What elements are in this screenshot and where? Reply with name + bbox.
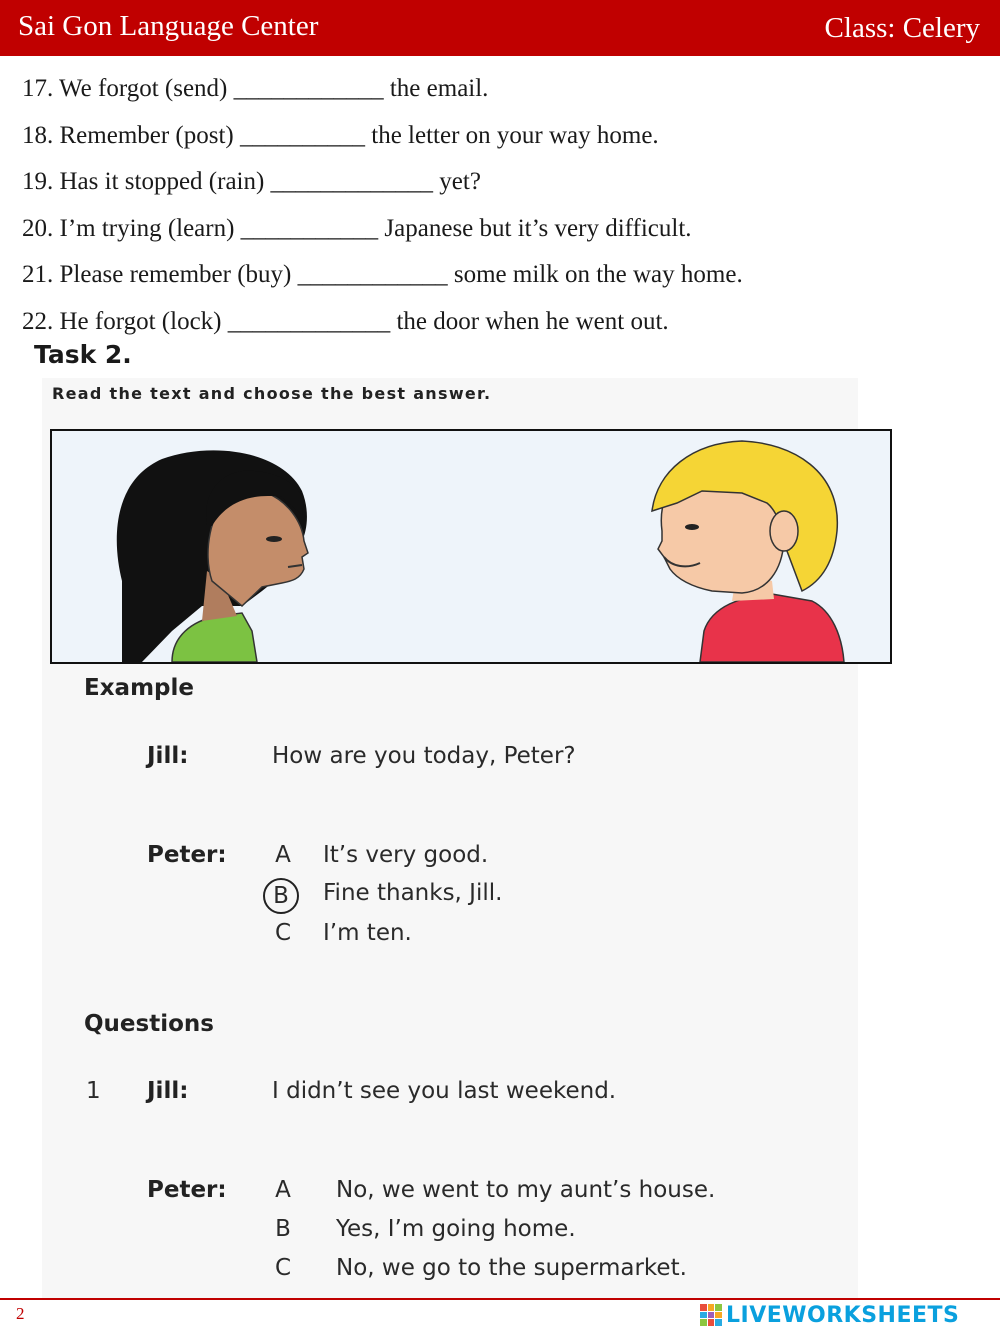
example-heading: Example (84, 675, 194, 701)
example-option-a-text: It’s very good. (323, 842, 489, 868)
exercise-20: 20. I’m trying (learn) ___________ Japanese but it’s very difficult. (22, 214, 692, 242)
exercise-18: 18. Remember (post) __________ the letter on your way home. (22, 121, 659, 149)
class-label: Class: Celery (824, 12, 980, 44)
example-option-b-circled-letter: B (263, 878, 299, 914)
task-title: Task 2. (34, 340, 132, 369)
example-prompt-speaker: Jill: (147, 743, 189, 769)
girl-and-boy-talking-illustration (50, 429, 892, 664)
question-1-option-b-letter[interactable]: B (275, 1216, 291, 1242)
exercise-list (22, 66, 982, 346)
questions-heading: Questions (84, 1011, 214, 1037)
question-1-option-b-text[interactable]: Yes, I’m going home. (336, 1216, 576, 1242)
example-option-b-text: Fine thanks, Jill. (323, 880, 503, 906)
question-1-prompt-text: I didn’t see you last weekend. (272, 1078, 617, 1104)
exercise-22: 22. He forgot (lock) _____________ the door when he went out. (22, 307, 669, 335)
exercise-19: 19. Has it stopped (rain) _____________ yet? (22, 168, 481, 196)
question-1-option-c-text[interactable]: No, we go to the supermarket. (336, 1255, 687, 1281)
page-number: 2 (16, 1304, 25, 1323)
question-1-option-a-text[interactable]: No, we went to my aunt’s house. (336, 1177, 716, 1203)
example-answer-speaker: Peter: (147, 842, 227, 868)
task-instruction: Read the text and choose the best answer. (52, 384, 492, 403)
example-prompt-text: How are you today, Peter? (272, 743, 576, 769)
exercise-17: 17. We forgot (send) ____________ the email. (22, 75, 489, 102)
brand-name: LIVEWORKSHEETS (726, 1302, 960, 1328)
example-option-a-letter: A (275, 842, 291, 868)
question-1-option-c-letter[interactable]: C (274, 1255, 292, 1281)
header-bar (0, 0, 1000, 56)
center-name: Sai Gon Language Center (18, 10, 319, 42)
brand-watermark[interactable] (700, 1300, 959, 1330)
question-1-answer-speaker: Peter: (147, 1177, 227, 1203)
question-1-option-a-letter[interactable]: A (275, 1177, 291, 1203)
liveworksheets-logo-icon (700, 1304, 722, 1326)
question-1-number: 1 (86, 1078, 101, 1104)
illustration-icon (52, 431, 890, 662)
exercise-21: 21. Please remember (buy) ____________ some milk on the way home. (22, 261, 743, 289)
example-option-c-text: I’m ten. (323, 920, 412, 946)
example-option-c-letter: C (274, 920, 292, 946)
question-1-prompt-speaker: Jill: (147, 1078, 189, 1104)
